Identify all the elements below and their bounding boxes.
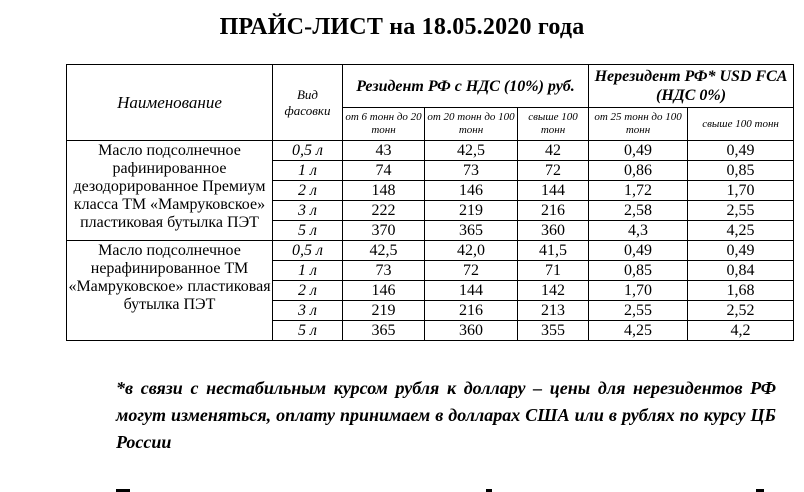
pack-cell: 5 л [273,321,343,341]
price-cell: 0,49 [589,241,688,261]
pack-cell: 3 л [273,301,343,321]
price-cell: 2,52 [688,301,794,321]
pack-cell: 3 л [273,201,343,221]
pack-cell: 1 л [273,261,343,281]
price-cell: 222 [343,201,425,221]
price-cell: 0,85 [589,261,688,281]
tier-header: свыше 100 тонн [518,108,589,141]
column-header-name: Наименование [67,65,273,141]
price-cell: 0,49 [688,141,794,161]
pack-cell: 1 л [273,161,343,181]
product-name: Масло подсолнечное рафинированное дезодорированное Премиум класса ТМ «Мамруковское» пластиковая бутылка ПЭТ [67,141,273,241]
price-cell: 73 [343,261,425,281]
price-cell: 365 [343,321,425,341]
price-cell: 355 [518,321,589,341]
price-cell: 142 [518,281,589,301]
pack-cell: 0,5 л [273,241,343,261]
price-table [66,64,794,341]
column-header-nonresident: Нерезидент РФ* USD FCA (НДС 0%) [589,65,794,108]
tier-header: от 6 тонн до 20 тонн [343,108,425,141]
cut-off-next-line [116,484,776,492]
price-cell: 1,68 [688,281,794,301]
price-cell: 1,70 [589,281,688,301]
price-cell: 42,0 [425,241,518,261]
price-cell: 1,70 [688,181,794,201]
price-cell: 4,25 [688,221,794,241]
pack-cell: 2 л [273,281,343,301]
tier-header: от 25 тонн до 100 тонн [589,108,688,141]
price-cell: 2,55 [688,201,794,221]
price-cell: 2,55 [589,301,688,321]
price-cell: 0,86 [589,161,688,181]
price-cell: 148 [343,181,425,201]
price-cell: 146 [343,281,425,301]
price-cell: 42 [518,141,589,161]
table-row [67,241,794,261]
price-cell: 370 [343,221,425,241]
price-cell: 144 [425,281,518,301]
column-header-resident: Резидент РФ с НДС (10%) руб. [343,65,589,108]
header-row [67,65,794,108]
column-header-packaging: Вид фасовки [273,65,343,141]
price-cell: 365 [425,221,518,241]
price-cell: 43 [343,141,425,161]
price-cell: 71 [518,261,589,281]
price-cell: 74 [343,161,425,181]
price-cell: 0,85 [688,161,794,181]
tier-header: свыше 100 тонн [688,108,794,141]
footnote: *в связи с нестабильным курсом рубля к доллару – цены для нерезидентов РФ могут изменяться, оплату принимаем в долларах США или в рублях по курсу ЦБ России [116,378,776,452]
price-cell: 144 [518,181,589,201]
price-cell: 360 [518,221,589,241]
tier-header: от 20 тонн до 100 тонн [425,108,518,141]
pack-cell: 0,5 л [273,141,343,161]
table-row [67,141,794,161]
price-cell: 360 [425,321,518,341]
price-cell: 219 [343,301,425,321]
price-cell: 216 [425,301,518,321]
price-cell: 2,58 [589,201,688,221]
price-cell: 4,25 [589,321,688,341]
price-cell: 213 [518,301,589,321]
price-cell: 219 [425,201,518,221]
price-cell: 42,5 [425,141,518,161]
price-cell: 72 [518,161,589,181]
price-cell: 4,2 [688,321,794,341]
price-cell: 4,3 [589,221,688,241]
page-title: ПРАЙС-ЛИСТ на 18.05.2020 года [219,14,585,40]
price-cell: 72 [425,261,518,281]
price-cell: 42,5 [343,241,425,261]
price-cell: 216 [518,201,589,221]
price-cell: 73 [425,161,518,181]
price-cell: 0,49 [688,241,794,261]
price-cell: 0,84 [688,261,794,281]
price-cell: 1,72 [589,181,688,201]
pack-cell: 2 л [273,181,343,201]
price-cell: 146 [425,181,518,201]
price-cell: 41,5 [518,241,589,261]
product-name: Масло подсолнечное нерафинированное ТМ «Мамруковское» пластиковая бутылка ПЭТ [67,241,273,341]
price-cell: 0,49 [589,141,688,161]
pack-cell: 5 л [273,221,343,241]
